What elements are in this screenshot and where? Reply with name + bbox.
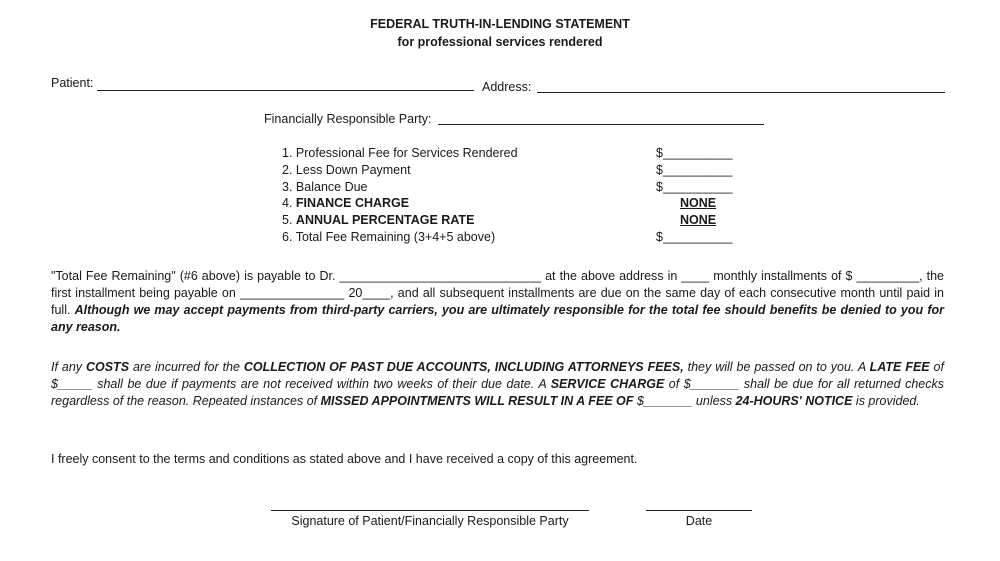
fee-amount-field[interactable]: $__________ bbox=[656, 230, 733, 244]
fee-amount-field[interactable]: $__________ bbox=[656, 163, 733, 177]
fee-label: Less Down Payment bbox=[295, 163, 411, 177]
signature-field[interactable] bbox=[271, 510, 589, 511]
responsible-party-label: Financially Responsible Party: bbox=[264, 112, 432, 126]
finance-charge-value: NONE bbox=[680, 196, 717, 210]
apr-value: NONE bbox=[680, 213, 717, 227]
patient-label: Patient: bbox=[51, 76, 94, 90]
fee-amount-field[interactable]: $__________ bbox=[656, 146, 733, 160]
fee-label: ANNUAL PERCENTAGE RATE bbox=[295, 213, 475, 227]
fee-row: 6. Total Fee Remaining (3+4+5 above) bbox=[282, 230, 496, 244]
fee-label: FINANCE CHARGE bbox=[295, 196, 410, 210]
fee-row: 1. Professional Fee for Services Rendered bbox=[282, 146, 518, 160]
fee-label: Balance Due bbox=[295, 180, 368, 194]
date-field[interactable] bbox=[646, 510, 752, 511]
signature-label: Signature of Patient/Financially Responsible Party bbox=[291, 514, 569, 528]
fee-label: Total Fee Remaining (3+4+5 above) bbox=[295, 230, 496, 244]
fees-policy-paragraph: If any COSTS are incurred for the COLLECTION OF PAST DUE ACCOUNTS, INCLUDING ATTORNEYS FEES, they will be passed on to you. A LATE FEE of $_____ shall be due if payments are not received within two weeks of their due date. A SERVICE CHARGE of $_______ shall be due for all returned checks regardless of the reason. Repeated instances of MISSED APPOINTMENTS WILL RESULT IN A FEE OF $_______ unless 24-HOURS' NOTICE is provided. bbox=[51, 360, 944, 408]
responsible-party-field[interactable] bbox=[438, 124, 764, 125]
address-label: Address: bbox=[482, 80, 532, 94]
fee-amount-field[interactable]: $__________ bbox=[656, 180, 733, 194]
document-title: FEDERAL TRUTH-IN-LENDING STATEMENT bbox=[370, 17, 630, 31]
patient-field[interactable] bbox=[97, 90, 474, 91]
fee-label: Professional Fee for Services Rendered bbox=[295, 146, 518, 160]
fee-row: 5. ANNUAL PERCENTAGE RATE bbox=[282, 213, 475, 227]
consent-statement: I freely consent to the terms and conditions as stated above and I have received a copy of this agreement. bbox=[51, 452, 638, 466]
document-subtitle: for professional services rendered bbox=[397, 35, 603, 49]
payment-terms-paragraph: "Total Fee Remaining" (#6 above) is payable to Dr. _____________________________ at the above address in ____ monthly installments of $ _________, the first installment being payable on _______________ 20____, and all subsequent installments are due on the same day of each consecutive month until paid in full. Although we may accept payments from third-party carriers, you are ultimately responsible for the total fee should benefits be denied to you for any reason. bbox=[51, 269, 944, 334]
address-field[interactable] bbox=[537, 92, 945, 93]
fee-row: 4. FINANCE CHARGE bbox=[282, 196, 410, 210]
fee-row: 3. Balance Due bbox=[282, 180, 368, 194]
fee-row: 2. Less Down Payment bbox=[282, 163, 411, 177]
date-label: Date bbox=[685, 514, 713, 528]
